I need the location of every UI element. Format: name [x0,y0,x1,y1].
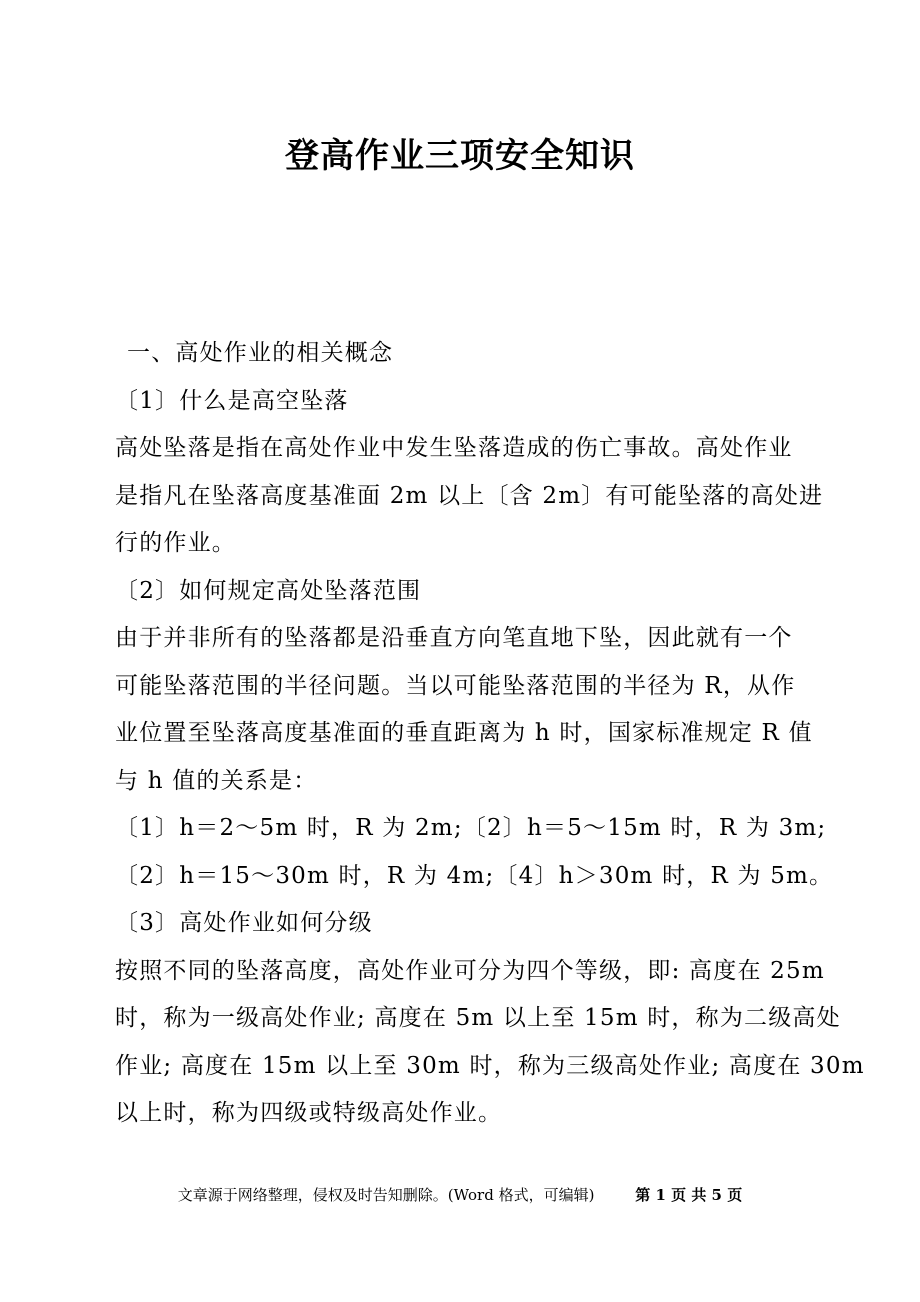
subsection-heading: 〔2〕如何规定高处坠落范围 [115,577,422,604]
paragraph-line: 业位置至坠落高度基准面的垂直距离为 h 时，国家标准规定 R 值 [115,720,813,746]
paragraph-line: 作业; 高度在 15m 以上至 30m 时，称为三级高处作业; 高度在 30m [115,1052,865,1079]
paragraph-line: 是指凡在坠落高度基准面 2m 以上〔含 2m〕有可能坠落的高处进 [115,482,824,509]
paragraph-line: 时，称为一级高处作业; 高度在 5m 以上至 15m 时，称为二级高处 [115,1005,841,1031]
paragraph-line: 按照不同的坠落高度，高处作业可分为四个等级，即: 高度在 25m [115,957,825,984]
source-note: 文章源于网络整理，侵权及时告知删除。(Word 格式，可编辑) [177,1186,595,1204]
rule-line: 〔2〕h＝15～30m 时，R 为 4m;〔4〕h＞30m 时，R 为 5m。 [115,862,834,889]
paragraph-line: 高处坠落是指在高处作业中发生坠落造成的伤亡事故。高处作业 [115,435,793,461]
document-body [115,330,865,1138]
paragraph-line: 行的作业。 [115,530,236,556]
section-heading: 一、高处作业的相关概念 [127,340,394,366]
paragraph-line: 以上时，称为四级或特级高处作业。 [115,1100,503,1126]
paragraph-line: 与 h 值的关系是： [115,767,318,794]
paragraph-line: 可能坠落范围的半径问题。当以可能坠落范围的半径为 R，从作 [115,672,796,699]
document-title: 登高作业三项安全知识 [285,136,635,176]
paragraph-line: 由于并非所有的坠落都是沿垂直方向笔直地下坠，因此就有一个 [115,625,793,651]
page-footer [0,1184,920,1206]
rule-line: 〔1〕h＝2～5m 时，R 为 2m;〔2〕h＝5～15m 时，R 为 3m; [115,815,827,841]
page-number: 第 1 页 共 5 页 [635,1186,743,1204]
subsection-heading: 〔3〕高处作业如何分级 [115,910,373,936]
subsection-heading: 〔1〕什么是高空坠落 [115,387,349,414]
